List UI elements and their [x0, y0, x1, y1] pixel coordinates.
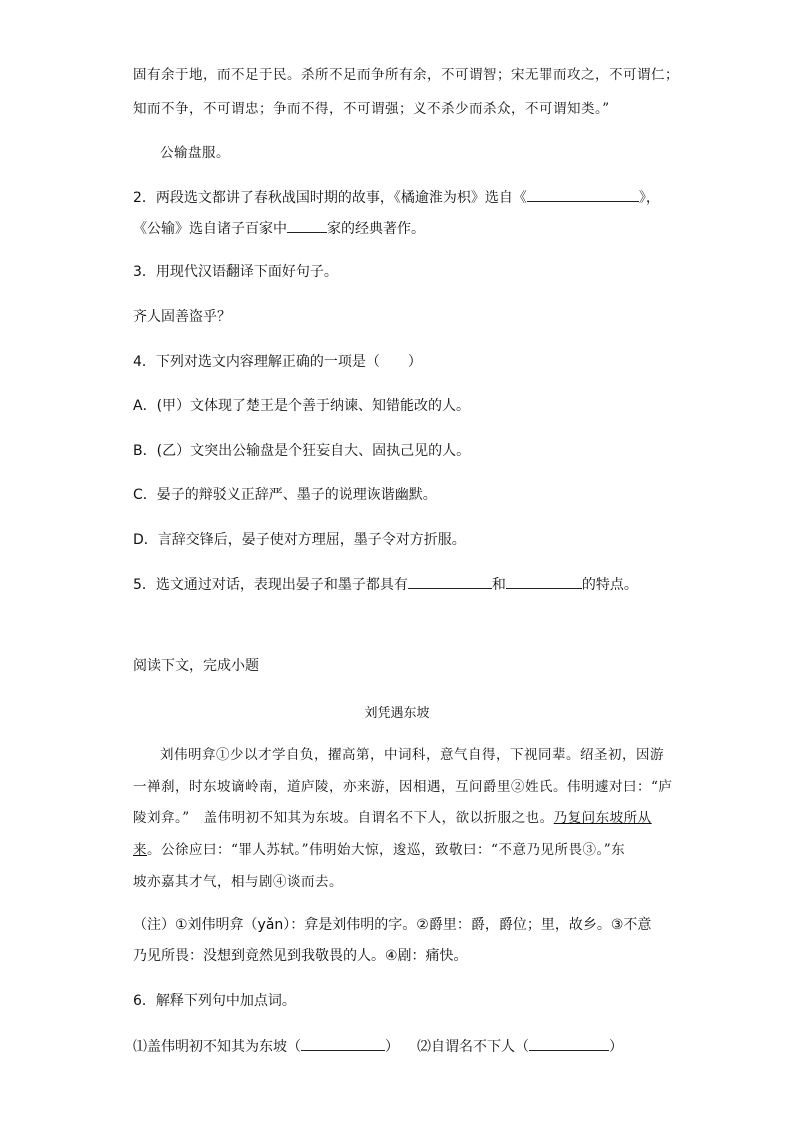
passage-line: [133, 840, 625, 860]
question-2-line2: [133, 218, 425, 239]
passage-line: 固有余于地，而不足于民。杀所不足而争所有余，不可谓智；宋无罪而攻之，不可谓仁；: [133, 67, 679, 83]
answer-blank[interactable]: [527, 187, 639, 202]
option-b[interactable]: B．(乙）文突出公输盘是个狂妄自大、固执己见的人。: [133, 443, 471, 459]
passage-line: 公输盘服。: [160, 145, 230, 161]
answer-blank[interactable]: [287, 218, 327, 233]
q5-text: 和: [491, 577, 506, 593]
answer-blank[interactable]: [529, 1036, 609, 1051]
q2-text: 《公输》选自诸子百家中: [133, 221, 287, 237]
q6-item-text: ）: [609, 1039, 623, 1055]
option-a[interactable]: A．(甲）文体现了楚王是个善于纳谏、知错能改的人。: [133, 398, 471, 414]
underlined-sentence: 来: [133, 842, 147, 858]
answer-blank[interactable]: [408, 574, 492, 589]
passage-title: 刘凭遇东坡: [364, 706, 430, 721]
q5-text: 的特点。: [581, 577, 638, 593]
q6-item-text: ⑵自谓名不下人（: [417, 1039, 529, 1055]
option-c[interactable]: C．晏子的辩驳义正辞严、墨子的说理诙谐幽默。: [133, 487, 437, 503]
q6-item-text: ⑴盖伟明初不知其为东坡（: [133, 1039, 301, 1055]
passage-text: 。公徐应曰：“罪人苏轼。”伟明始大惊，逡巡，致敬曰：“不意乃见所畏③。”东: [147, 842, 626, 858]
q6-item-text: ）: [385, 1039, 399, 1055]
underlined-sentence: 乃复问东坡所从: [553, 810, 652, 826]
passage-line: 知而不争，不可谓忠；争而不得，不可谓强；义不杀少而杀众，不可谓知类。”: [133, 101, 610, 117]
question-4-prompt: 4．下列对选文内容理解正确的一项是（ ）: [133, 354, 422, 370]
passage-text: 陵刘弇。” 盖伟明初不知其为东坡。自谓名不下人，欲以折服之也。: [133, 810, 554, 826]
q2-text: 2．两段选文都讲了春秋战国时期的故事，《橘逾淮为枳》选自《: [133, 190, 527, 206]
q5-text: 5．选文通过对话，表现出晏子和墨子都具有: [133, 577, 408, 593]
note-line: 乃见所畏：没想到竟然见到我敬畏的人。④剧：痛快。: [133, 948, 468, 964]
section-instruction: 阅读下文，完成小题: [133, 658, 259, 674]
question-3-sentence: 齐人固善盗乎？: [133, 309, 231, 325]
question-2-line1: [133, 187, 660, 208]
answer-blank[interactable]: [506, 574, 582, 589]
question-6-items: [133, 1036, 623, 1057]
option-d[interactable]: D．言辞交锋后，晏子使对方理屈，墨子令对方折服。: [133, 532, 466, 548]
question-5: [133, 574, 638, 595]
question-6-prompt: 6．解释下列句中加点词。: [133, 993, 296, 1009]
q2-text: 》，: [638, 190, 660, 206]
passage-line: 坡亦嘉其才气，相与剧④谈而去。: [133, 874, 343, 890]
note-line: （注）①刘伟明弇（yǎn）：弇是刘伟明的字。②爵里：爵，爵位；里，故乡。③不意: [133, 917, 652, 933]
passage-line: 一禅刹，时东坡谪岭南，道庐陵，亦来游，因相遇，互问爵里②姓氏。伟明遽对曰：“庐: [133, 779, 673, 795]
question-3-prompt: 3．用现代汉语翻译下面好句子。: [133, 264, 338, 280]
answer-blank[interactable]: [301, 1036, 385, 1051]
passage-line: [133, 808, 652, 828]
q2-text: 家的经典著作。: [327, 221, 425, 237]
passage-line: 刘伟明弇①少以才学自负，擢高第，中词科，意气自得，下视同辈。绍圣初，因游: [160, 747, 664, 763]
